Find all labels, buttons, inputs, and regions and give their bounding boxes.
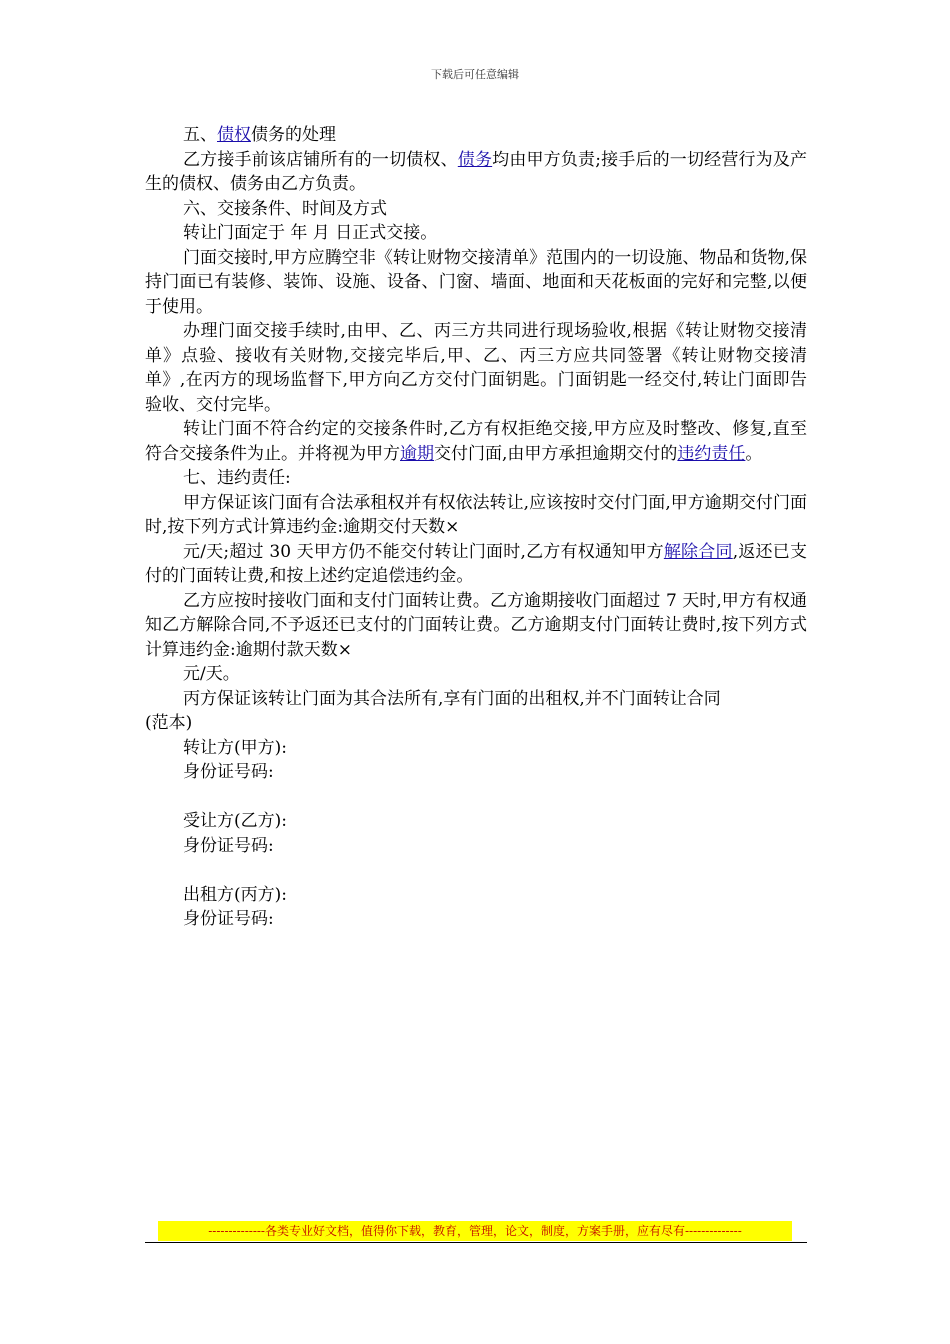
paragraph-text: 乙方接手前该店铺所有的一切债权、 (183, 149, 458, 170)
paragraph-text: 门面交接时,甲方应腾空非《转让财物交接清单》范围内的一切设施、物品和货物,保持门面已有装修、装饰、设施、设备、门窗、墙面、地面和天花板面的完好和完整,以便于使用。 (145, 247, 807, 317)
paragraph-text: 债务的处理 (251, 125, 336, 145)
paragraph (145, 907, 807, 932)
paragraph-text: 交付门面,由甲方承担逾期交付的 (434, 443, 678, 464)
paragraph (145, 540, 807, 589)
document-body (145, 123, 807, 932)
paragraph (145, 662, 807, 687)
paragraph-text: 均由甲方负责;接手后的一切经营行为及产生的债权、债务由乙方负责。 (145, 149, 808, 194)
paragraph (145, 466, 807, 491)
paragraph (145, 687, 807, 712)
paragraph-text: 元/天;超过 30 天甲方仍不能交付转让门面时,乙方有权通知甲方 (183, 541, 664, 562)
keyword-link[interactable]: 逾期 (400, 443, 434, 464)
blank-line (145, 785, 807, 810)
paragraph (145, 148, 807, 197)
paragraph (145, 491, 807, 540)
paragraph (145, 319, 807, 417)
paragraph-text: 转让门面不符合约定的交接条件时,乙方有权拒绝交接,甲方应及时整改、修复,直至符合交接条件为止。并将视为甲方 (145, 419, 807, 464)
paragraph-text: 。 (745, 443, 763, 464)
paragraph-text: 身份证号码: (183, 909, 274, 929)
paragraph (145, 417, 807, 466)
paragraph-text: 出租方(丙方): (183, 884, 287, 905)
paragraph-text: 元/天。 (183, 664, 240, 684)
paragraph (145, 589, 807, 663)
paragraph (145, 711, 807, 736)
paragraph-text: 身份证号码: (183, 835, 274, 856)
paragraph-text: 办理门面交接手续时,由甲、乙、丙三方共同进行现场验收,根据《转让财物交接清单》点验、接收有关财物,交接完毕后,甲、乙、丙三方应共同签署《转让财物交接清单》,在丙方的现场监督下,甲方向乙方交付门面钥匙。门面钥匙一经交付,转让门面即告验收、交付完毕。 (145, 321, 807, 415)
paragraph-text: 转让方(甲方): (183, 737, 287, 758)
keyword-link[interactable]: 解除合同 (663, 541, 733, 562)
paragraph-text: 丙方保证该转让门面为其合法所有,享有门面的出租权,并不门面转让合同 (183, 688, 721, 709)
paragraph (145, 883, 807, 908)
paragraph (145, 809, 807, 834)
paragraph-text: 身份证号码: (183, 762, 274, 782)
paragraph-text: 六、交接条件、时间及方式 (183, 198, 387, 219)
paragraph-text: 转让门面定于 年 月 日正式交接。 (183, 223, 438, 243)
paragraph-text: 受让方(乙方): (183, 811, 287, 831)
paragraph-text: 乙方应按时接收门面和支付门面转让费。乙方逾期接收门面超过 7 天时,甲方有权通知乙方解除合同,不予返还已支付的门面转让费。乙方逾期支付门面转让费时,按下列方式计算违约金:逾期付款天数× (145, 590, 807, 660)
paragraph (145, 123, 807, 148)
paragraph-text: 七、违约责任: (183, 468, 291, 488)
paragraph (145, 834, 807, 859)
paragraph-text: ,返还已支付的门面转让费,和按上述约定追偿违约金。 (145, 541, 807, 586)
keyword-link[interactable]: 债务 (457, 149, 493, 170)
paragraph (145, 736, 807, 761)
paragraph (145, 197, 807, 222)
keyword-link[interactable]: 债权 (217, 125, 251, 145)
paragraph (145, 246, 807, 320)
paragraph (145, 760, 807, 785)
paragraph-text: 甲方保证该门面有合法承租权并有权依法转让,应该按时交付门面,甲方逾期交付门面时,按下列方式计算违约金:逾期交付天数× (145, 492, 807, 537)
footer-divider (145, 1242, 807, 1243)
page-header: 下载后可任意编辑 (431, 68, 519, 81)
paragraph-text: 五、 (183, 125, 217, 145)
paragraph (145, 221, 807, 246)
paragraph-text: (范本) (145, 713, 193, 733)
footer-banner: --------------各类专业好文档，值得你下载，教育，管理，论文，制度，方案手册，应有尽有-------------- (158, 1221, 792, 1241)
keyword-link[interactable]: 违约责任 (677, 443, 746, 464)
blank-line (145, 858, 807, 883)
